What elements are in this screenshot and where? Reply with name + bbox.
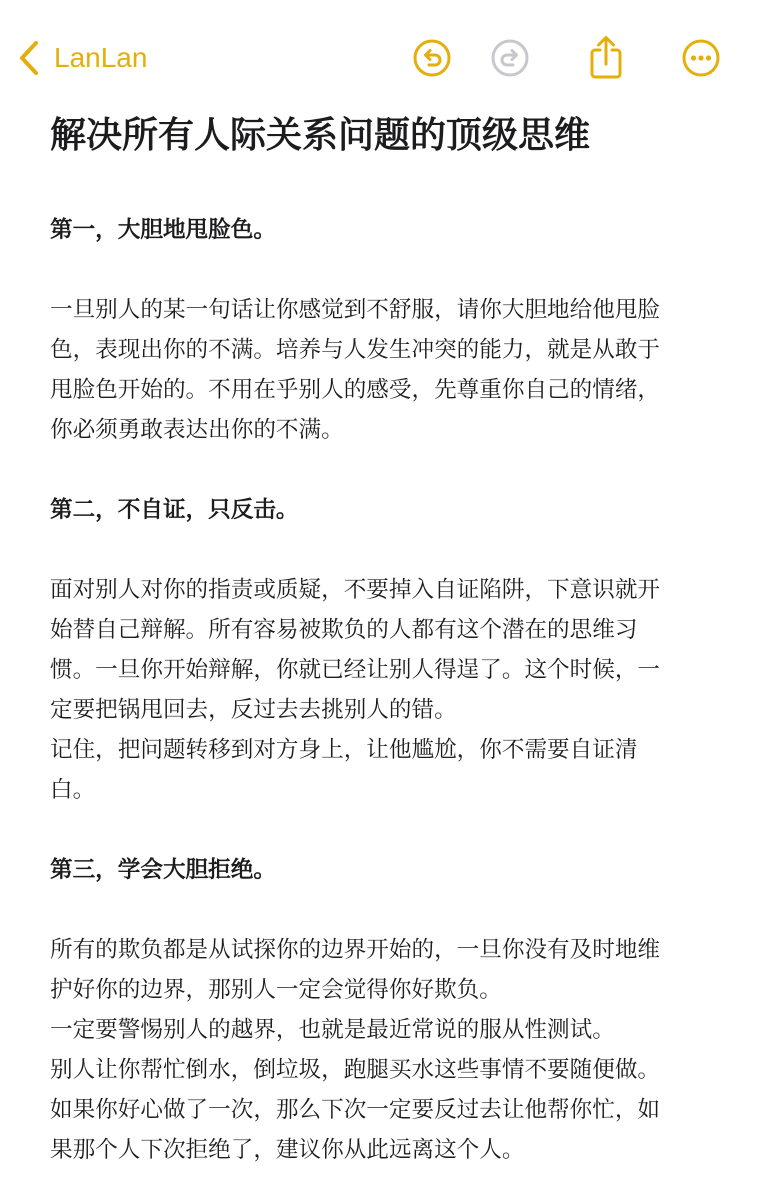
- paragraph-line: 白。: [50, 777, 96, 803]
- paragraph-line: 甩脸色开始的。不用在乎别人的感受，先尊重你自己的情绪，: [50, 377, 661, 403]
- note-title: 解决所有人际关系问题的顶级思维: [50, 115, 591, 156]
- back-button[interactable]: [18, 36, 147, 80]
- chevron-left-icon: [18, 40, 40, 76]
- share-button[interactable]: [586, 34, 626, 80]
- paragraph-line: 护好你的边界，那别人一定会觉得你好欺负。: [50, 977, 502, 1003]
- note-body[interactable]: [50, 210, 720, 1170]
- paragraph-line: 始替自己辩解。所有容易被欺负的人都有这个潜在的思维习: [50, 617, 638, 643]
- undo-icon: [412, 38, 452, 78]
- paragraph-line: 果那个人下次拒绝了，建议你从此远离这个人。: [50, 1137, 525, 1163]
- redo-button[interactable]: [490, 38, 530, 78]
- back-label: LanLan: [54, 42, 148, 73]
- paragraph-line: 一定要警惕别人的越界，也就是最近常说的服从性测试。: [50, 1017, 615, 1043]
- paragraph-line: 惯。一旦你开始辩解，你就已经让别人得逞了。这个时候，一: [50, 657, 661, 683]
- section-heading: 第二，不自证，只反击。: [50, 497, 299, 523]
- navigation-bar: [0, 0, 759, 118]
- paragraph-line: 别人让你帮忙倒水，倒垃圾，跑腿买水这些事情不要随便做。: [50, 1057, 661, 1083]
- paragraph-line: 定要把锅甩回去，反过去去挑别人的错。: [50, 697, 457, 723]
- paragraph-line: 色，表现出你的不满。培养与人发生冲突的能力，就是从敢于: [50, 337, 661, 363]
- section-heading: 第三，学会大胆拒绝。: [50, 857, 276, 883]
- redo-icon: [490, 38, 530, 78]
- undo-button[interactable]: [412, 38, 452, 78]
- share-icon: [586, 34, 626, 80]
- paragraph-line: 你必须勇敢表达出你的不满。: [50, 417, 344, 443]
- more-button[interactable]: [681, 38, 721, 78]
- paragraph-line: 一旦别人的某一句话让你感觉到不舒服，请你大胆地给他甩脸: [50, 297, 661, 323]
- more-icon: [681, 38, 721, 78]
- paragraph-line: 如果你好心做了一次，那么下次一定要反过去让他帮你忙，如: [50, 1097, 661, 1123]
- section-heading: 第一，大胆地甩脸色。: [50, 217, 276, 243]
- paragraph-line: 所有的欺负都是从试探你的边界开始的，一旦你没有及时地维: [50, 937, 661, 963]
- paragraph-line: 记住，把问题转移到对方身上，让他尴尬，你不需要自证清: [50, 737, 638, 763]
- paragraph-line: 面对别人对你的指责或质疑，不要掉入自证陷阱，下意识就开: [50, 577, 661, 603]
